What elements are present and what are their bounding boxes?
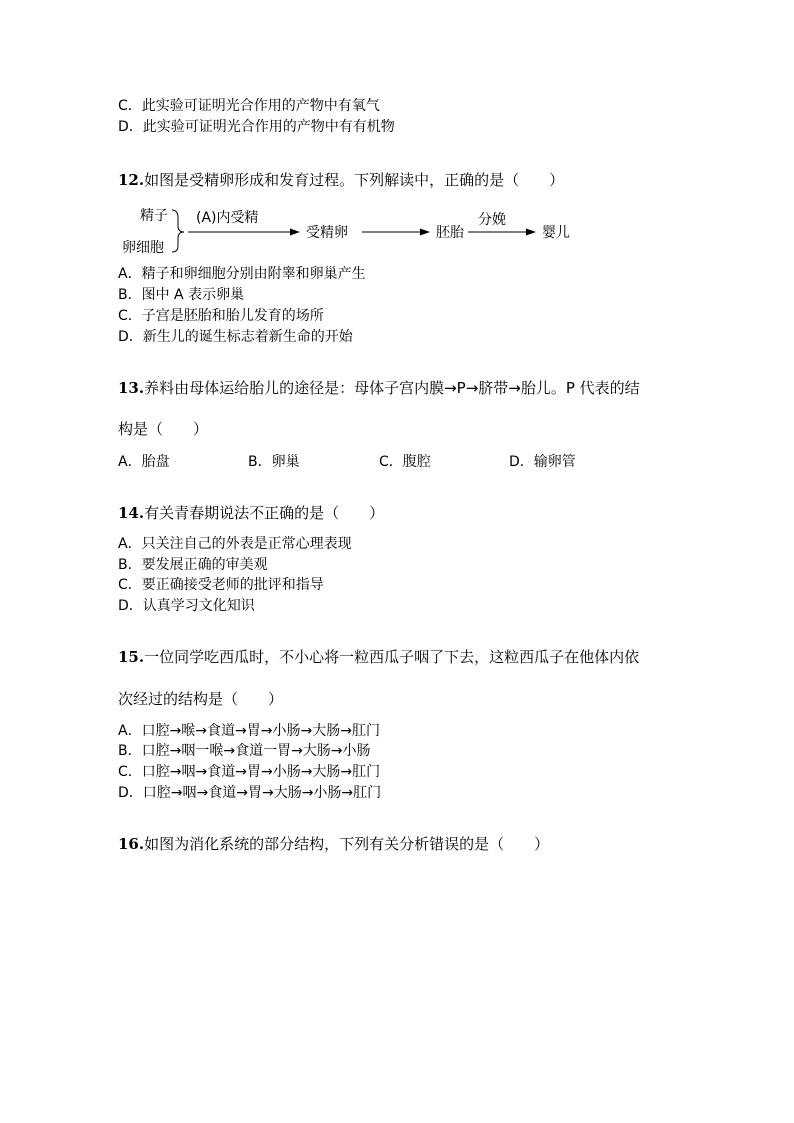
diagram-sperm: 精子: [140, 208, 168, 224]
diagram-zygote: 受精卵: [306, 225, 348, 241]
q15-option-b: B．口腔→咽一喉→食道一胃→大肠→小肠: [118, 743, 371, 759]
q13-option-c: C．腹腔: [379, 454, 431, 470]
q16-stem-text: 如图为消化系统的部分结构，下列有关分析错误的是（ ）: [144, 835, 550, 853]
q12-option-a: A．精子和卵细胞分别由附睾和卵巢产生: [118, 266, 366, 282]
q13-option-b: B．卵巢: [248, 454, 300, 470]
q12-stem: [118, 170, 564, 190]
diagram-egg: 卵细胞: [122, 240, 164, 256]
q14-number: 14.: [118, 504, 145, 522]
q15-option-a: A．口腔→喉→食道→胃→小肠→大肠→肛门: [118, 723, 380, 739]
q14-stem: [118, 503, 384, 523]
q16-stem: [118, 834, 549, 854]
q12-option-d: D．新生儿的诞生标志着新生命的开始: [118, 329, 353, 345]
q12-stem-text: 如图是受精卵形成和发育过程。下列解读中，正确的是（ ）: [144, 171, 565, 189]
q16-number: 16.: [118, 835, 145, 853]
q15-stem-line1: [118, 647, 639, 667]
q13-stem-line1: [118, 378, 640, 398]
q11-option-c: C．此实验可证明光合作用的产物中有氧气: [118, 98, 380, 114]
q13-number: 13.: [118, 379, 145, 397]
q15-stem-line2: 次经过的结构是（ ）: [118, 690, 284, 708]
diagram-delivery: 分娩: [478, 212, 506, 228]
diagram-arrowhead-2: [420, 229, 430, 236]
q12-option-b: B．图中 A 表示卵巢: [118, 287, 245, 303]
q13-option-a: A．胎盘: [118, 454, 170, 470]
q14-stem-text: 有关青春期说法不正确的是（ ）: [144, 504, 385, 522]
q12-number: 12.: [118, 171, 145, 189]
q13-stem-line2: 构是（ ）: [118, 420, 209, 438]
q14-option-a: A．只关注自己的外表是正常心理表现: [118, 536, 352, 552]
q14-option-c: C．要正确接受老师的批评和指导: [118, 577, 324, 593]
q15-stem-text-1: 一位同学吃西瓜时，不小心将一粒西瓜子咽了下去，这粒西瓜子在他体内依: [144, 648, 640, 666]
q14-option-d: D．认真学习文化知识: [118, 598, 255, 614]
diagram-arrowhead-3: [526, 229, 536, 236]
q15-option-c: C．口腔→咽→食道→胃→小肠→大肠→肛门: [118, 764, 381, 780]
q13-options: [118, 452, 598, 472]
diagram-step-a: (A)内受精: [196, 210, 259, 226]
q12-option-c: C．子宫是胚胎和胎儿发育的场所: [118, 308, 324, 324]
fertilization-diagram: [118, 200, 598, 260]
diagram-brace: [172, 210, 184, 252]
q15-number: 15.: [118, 648, 145, 666]
diagram-baby: 婴儿: [542, 225, 570, 241]
q13-stem-text-1: 养料由母体运给胎儿的途径是：母体子宫内膜→P→脐带→胎儿。P 代表的结: [144, 379, 640, 397]
q15-option-d: D．口腔→咽→食道→胃→大肠→小肠→肛门: [118, 785, 382, 801]
q14-option-b: B．要发展正确的审美观: [118, 557, 268, 573]
q13-option-d: D．输卵管: [509, 454, 576, 470]
diagram-embryo: 胚胎: [436, 225, 464, 241]
diagram-arrowhead-1: [290, 229, 300, 236]
q11-option-d: D．此实验可证明光合作用的产物中有有机物: [118, 119, 395, 135]
